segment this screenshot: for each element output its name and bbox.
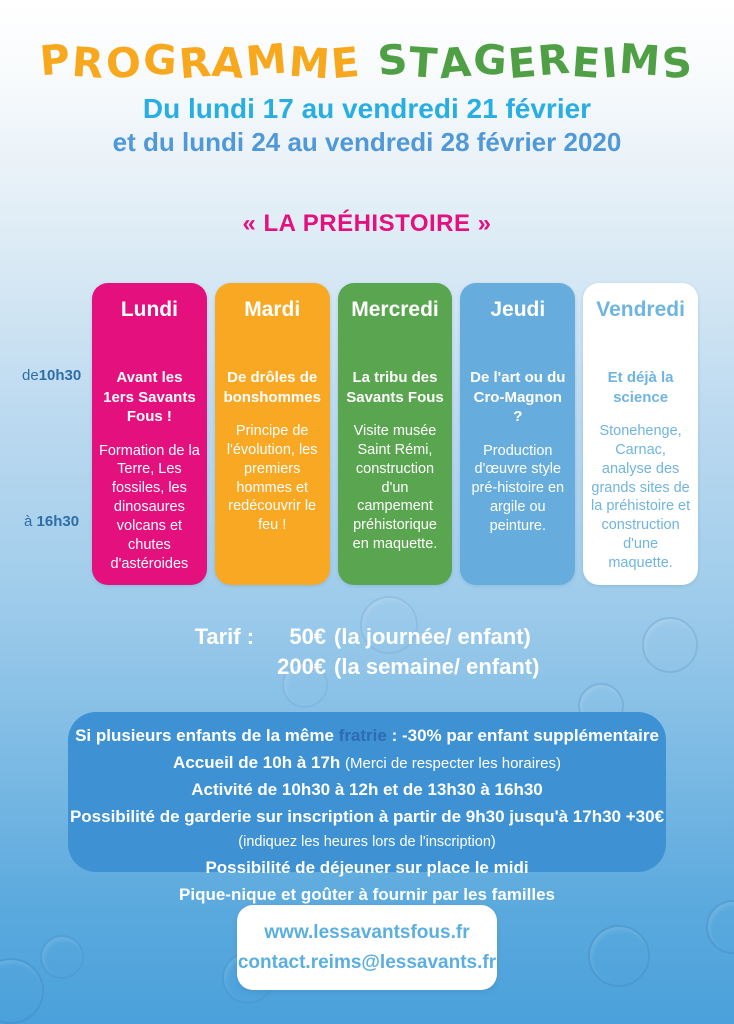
session-dates [0, 93, 734, 158]
day-title: Mardi [244, 298, 301, 321]
day-card-vendredi [583, 283, 698, 585]
info-sibling-prefix: Si plusieurs enfants de la même [75, 726, 339, 745]
day-card-mardi [215, 283, 330, 585]
pricing-lines [270, 622, 539, 681]
bubble-decoration [706, 900, 734, 954]
day-activity-title: La tribu des Savants Fous [346, 369, 444, 406]
time-start-label [22, 367, 92, 384]
day-activity-description: Principe de l'évolution, les premiers hommes et redécouvrir le feu ! [226, 423, 318, 534]
day-title: Vendredi [596, 298, 685, 321]
bubble-decoration [40, 935, 84, 979]
time-end-value: 16h30 [36, 513, 80, 530]
bubble-decoration [0, 958, 44, 1024]
info-sibling-highlight: fratrie [338, 726, 387, 745]
page-title-programme: PROGRAMME [38, 34, 364, 89]
day-activity-title: Avant les 1ers Savants Fous ! [103, 369, 196, 425]
pricing-line-day [270, 622, 539, 652]
info-daycare-note: (indiquez les heures lors de l'inscription) [238, 833, 496, 850]
day-activity-description: Visite musée Saint Rémi, construction d'un campement préhistorique en maquette. [352, 423, 438, 553]
contact-box [237, 905, 497, 990]
practical-info-box [68, 712, 666, 904]
day-activity-description: Formation de la Terre, Les fossiles, les dinosaures volcans et chutes d'astéroides [99, 442, 200, 572]
bubble-decoration [588, 925, 650, 987]
pricing-section [0, 622, 734, 681]
day-card-lundi [92, 283, 207, 585]
page-title [0, 0, 734, 89]
info-picnic: Pique-nique et goûter à fournir par les familles [179, 884, 555, 904]
info-activity-hours: Activité de 10h30 à 12h et de 13h30 à 16h30 [191, 779, 543, 799]
date-line-2: et du lundi 24 au vendredi 28 février 2020 [112, 127, 622, 157]
day-title: Lundi [120, 298, 178, 321]
price-week-detail: (la semaine/ enfant) [334, 653, 540, 679]
info-opening-hours-note: (Merci de respecter les horaires) [345, 754, 561, 772]
time-end-label [24, 513, 94, 530]
info-opening-hours-main: Accueil de 10h à 17h [173, 752, 341, 772]
info-daycare: Possibilité de garderie sur inscription à partir de 9h30 jusqu'à 17h30 +30€ [69, 806, 665, 826]
price-week: 200€ [277, 653, 327, 679]
day-title: Jeudi [490, 298, 546, 321]
page-title-stage-reims: STAGEREIMS [375, 34, 696, 89]
day-card-jeudi [460, 283, 575, 585]
info-sibling-discount [68, 725, 666, 747]
info-sibling-suffix: : -30% par enfant supplémentaire [386, 726, 659, 745]
info-lunch: Possibilité de déjeuner sur place le midi [205, 857, 529, 877]
pricing-label: Tarif : [194, 624, 255, 649]
theme-title: « LA PRÉHISTOIRE » [242, 210, 492, 237]
time-start-value: 10h30 [38, 367, 82, 384]
day-activity-description: Production d'œuvre style pré-histoire en argile ou peinture. [471, 442, 565, 534]
email-link[interactable]: contact.reims@lessavants.fr [237, 951, 497, 973]
date-line-1: Du lundi 17 au vendredi 21 février [142, 93, 592, 124]
website-link[interactable]: www.lessavantsfous.fr [264, 921, 470, 943]
day-card-mercredi [338, 283, 453, 585]
time-start-prefix: de [22, 367, 39, 384]
weekly-schedule [22, 283, 698, 585]
pricing-line-week [270, 652, 539, 682]
day-activity-title: Et déjà la science [607, 369, 674, 406]
day-activity-title: De drôles de bonshommes [223, 369, 321, 406]
price-day: 50€ [289, 624, 327, 649]
time-end-prefix: à [24, 513, 33, 530]
price-day-detail: (la journée/ enfant) [334, 624, 531, 649]
info-opening-hours [68, 752, 666, 774]
day-title: Mercredi [351, 298, 439, 321]
day-activity-description: Stonehenge, Carnac, analyse des grands sites de la préhistoire et construction d'une maquette. [591, 423, 691, 571]
day-activity-title: De l'art ou du Cro-Magnon ? [470, 369, 566, 425]
